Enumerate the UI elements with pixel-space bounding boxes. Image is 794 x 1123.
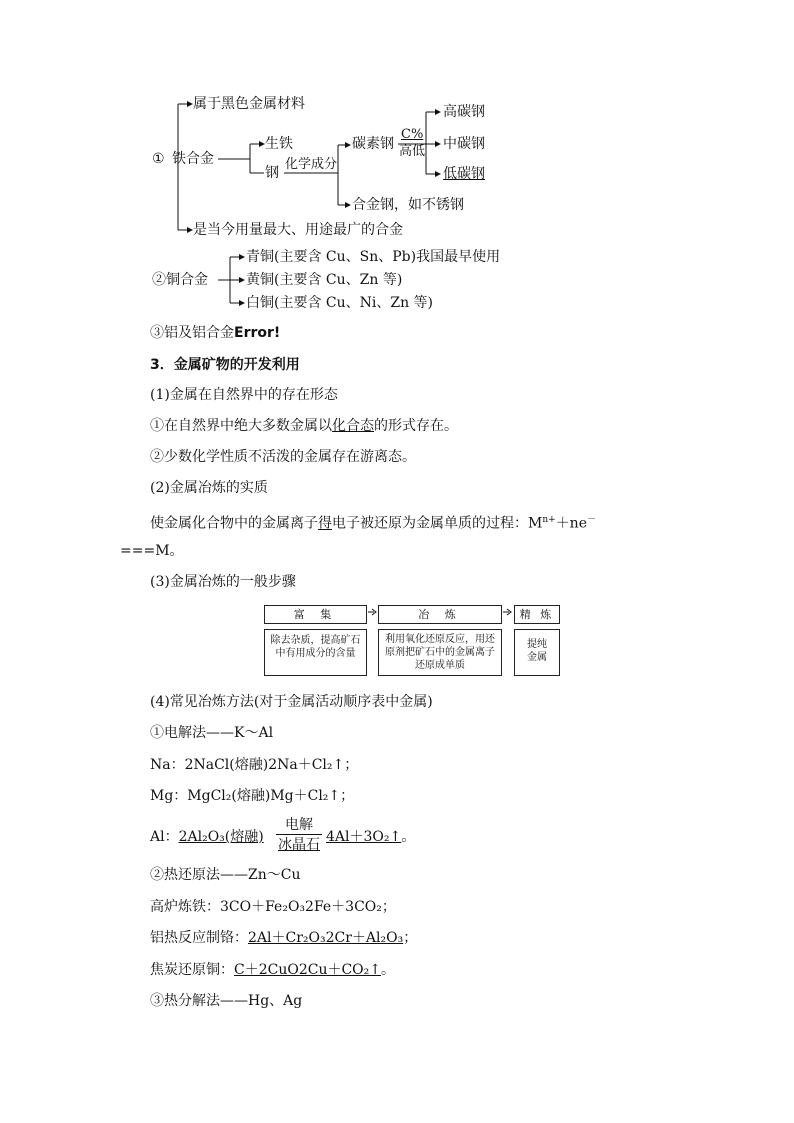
thermite-equation [150, 929, 417, 947]
al-equation [150, 828, 264, 846]
coke-pre: 焦炭还原铜： [150, 962, 234, 978]
al-rhs: 4Al＋3O₂↑ [326, 829, 402, 845]
flow-desc-enrich: 除去杂质，提高矿石中有用成分的含量 [264, 629, 367, 676]
low-carbon-steel: 低碳钢 [443, 166, 485, 182]
aluminum-label: ③铝及铝合金 [150, 325, 234, 341]
iron-top-note: 属于黑色金属材料 [193, 96, 305, 112]
al-condition-bottom: 冰晶石 [278, 837, 320, 853]
mg-equation: Mg：MgCl₂(熔融)Mg＋Cl₂↑； [150, 788, 355, 804]
high-carbon-steel: 高碳钢 [443, 104, 485, 120]
mid-carbon-steel: 中碳钢 [443, 136, 485, 152]
al-condition-top: 电解 [276, 816, 322, 835]
thermal-decomposition-heading: ③热分解法——Hg、Ag [150, 993, 303, 1009]
p4-heading: (4)常见冶炼方法(对于金属活动顺序表中金属) [150, 694, 433, 710]
charge-sup: n+ [542, 515, 556, 525]
blast-furnace-equation: 高炉炼铁：3CO＋Fe₂O₃2Fe＋3CO₂； [150, 899, 396, 915]
coke-equation [150, 961, 395, 979]
p3-heading: (3)金属冶炼的一般步骤 [150, 574, 296, 590]
flow-desc-smelt: 利用氧化还原反应，用还原剂把矿石中的金属离子还原成单质 [378, 629, 502, 676]
al-end: 。 [401, 829, 416, 845]
al-rhs-line [326, 828, 415, 846]
chem-composition: 化学成分 [285, 157, 338, 172]
pig-iron: 生铁 [265, 136, 293, 152]
thermite-pre: 铝热反应制铬： [150, 930, 248, 946]
alloy-steel: 合金钢，如不锈钢 [352, 197, 464, 213]
coke-end: 。 [381, 962, 395, 978]
p2a-post: 电子被还原为金属单质的过程：M [332, 515, 543, 532]
p1-b: ②少数化学性质不活泼的金属存在游离态。 [150, 449, 416, 465]
flow-step-enrich: 富 集 [264, 605, 367, 624]
electrolysis-heading: ①电解法——K～Al [150, 725, 274, 741]
p2-heading: (2)金属冶炼的实质 [150, 480, 268, 496]
thermite-formula: 2Al＋Cr₂O₃2Cr＋Al₂O₃ [248, 930, 404, 946]
iron-bottom-note: 是当今用量最大、用途最广的合金 [193, 222, 403, 238]
p2a-tail: ＋ne [555, 515, 587, 532]
error-text: Error! [234, 325, 281, 341]
combined-state: 化合态 [332, 418, 374, 434]
al-pre: Al： [150, 829, 179, 845]
p1a-post: 的形式存在。 [374, 418, 458, 434]
carbon-percent: C% [401, 127, 424, 142]
steel: 钢 [265, 165, 279, 181]
electron-sup: － [587, 515, 597, 525]
gain-word: 得 [318, 515, 332, 532]
section-3-title: 3．金属矿物的开发利用 [150, 357, 300, 373]
bronze: 青铜(主要含 Cu、Sn、Pb)我国最早使用 [246, 249, 501, 265]
flow-step-refine: 精 炼 [514, 605, 560, 624]
high-low: 高低 [399, 144, 426, 159]
al-lhs: 2Al₂O₃(熔融) [178, 829, 264, 845]
iron-num: ① [152, 151, 165, 167]
p2a-pre: 使金属化合物中的金属离子 [150, 515, 318, 532]
copper-label: ②铜合金 [152, 272, 208, 288]
iron-label: 铁合金 [172, 151, 214, 167]
p2-b: ===M。 [120, 543, 184, 559]
p1-heading: (1)金属在自然界中的存在形态 [150, 387, 338, 403]
brass: 黄铜(主要含 Cu、Zn 等) [246, 272, 403, 288]
thermal-reduction-heading: ②热还原法——Zn～Cu [150, 867, 301, 883]
na-equation: Na：2NaCl(熔融)2Na＋Cl₂↑； [150, 757, 359, 773]
thermite-end: ； [403, 930, 418, 946]
carbon-steel: 碳素钢 [352, 136, 394, 152]
flow-desc-refine: 提纯金属 [514, 629, 560, 676]
white-copper: 白铜(主要含 Cu、Ni、Zn 等) [246, 295, 434, 311]
p1a-pre: ①在自然界中绝大多数金属以 [150, 418, 332, 434]
flow-step-smelt: 冶 炼 [378, 605, 502, 624]
coke-formula: C＋2CuO2Cu＋CO₂↑ [234, 962, 381, 978]
